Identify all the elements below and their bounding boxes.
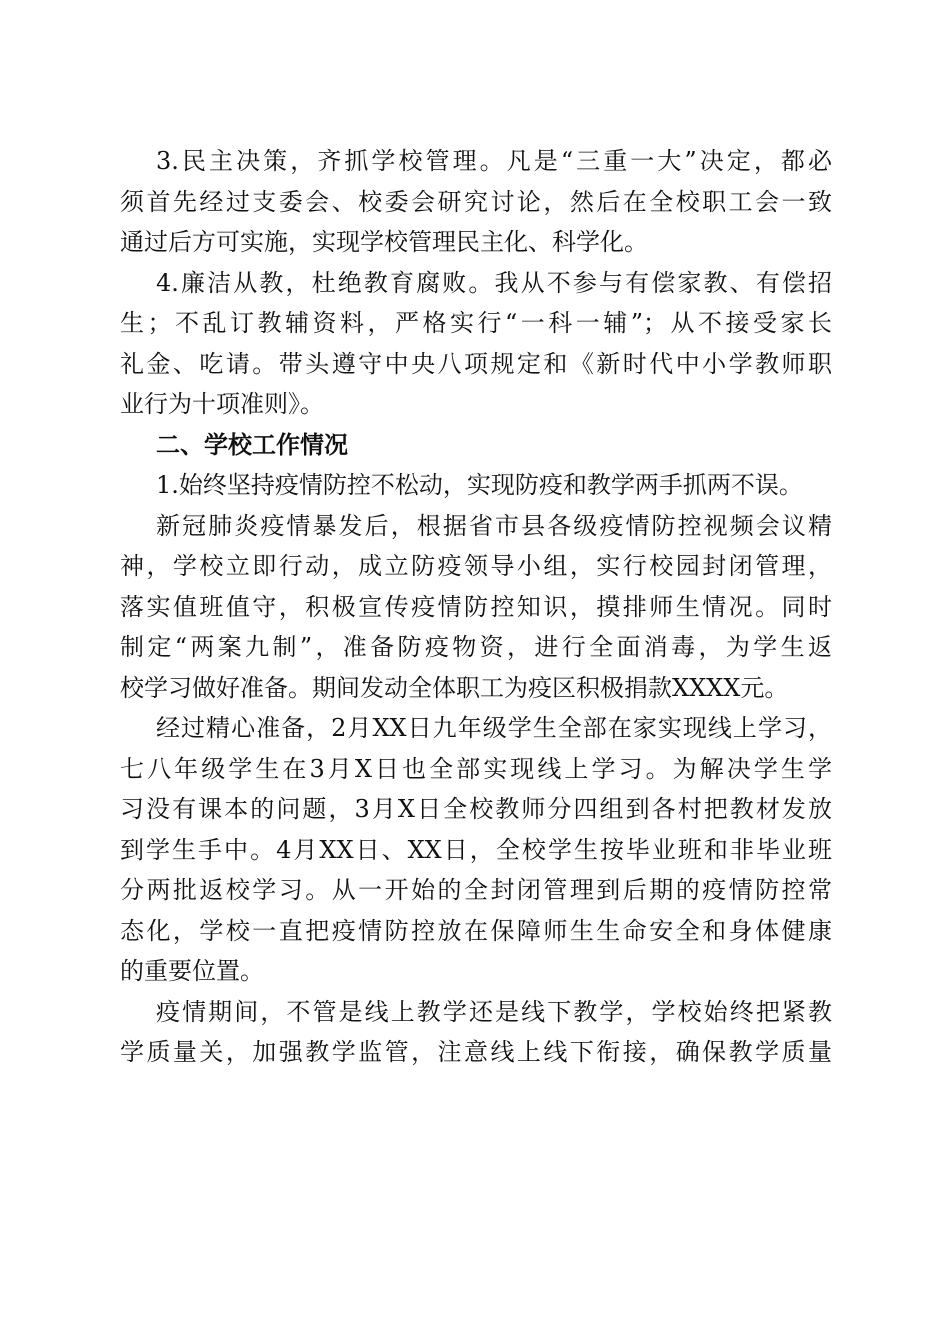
text-line: 1.始终坚持疫情防控不松动，实现防疫和教学两手抓两不误。: [156, 471, 803, 499]
text-line: 礼金、吃请。带头遵守中央八项规定和《新时代中小学教师职: [120, 349, 832, 378]
text-line: 七八年级学生在3月X日也全部实现线上学习。为解决学生学: [120, 754, 832, 783]
text-line: 的重要位置。: [120, 957, 264, 985]
text-line: 学质量关，加强教学监管，注意线上线下衔接，确保教学质量: [120, 1038, 832, 1066]
text-line: 新冠肺炎疫情暴发后，根据省市县各级疫情防控视频会议精: [156, 511, 832, 540]
text-line: 制定“两案九制”，准备防疫物资，进行全面消毒，为学生返: [120, 633, 832, 661]
text-line: 3.民主决策，齐抓学校管理。凡是“三重一大”决定，都必: [156, 147, 832, 175]
document-page: [120, 141, 832, 1073]
text-line: 业行为十项准则》。: [120, 390, 324, 418]
text-line: 生；不乱订教辅资料，严格实行“一科一辅”；从不接受家长: [120, 309, 832, 337]
text-line: 经过精心准备，2月XX日九年级学生全部在家实现线上学习，: [156, 714, 832, 742]
text-line: 通过后方可实施，实现学校管理民主化、科学化。: [120, 228, 648, 256]
section-heading: 二、学校工作情况: [156, 430, 348, 459]
text-line: 疫情期间，不管是线上教学还是线下教学，学校始终把紧教: [156, 997, 832, 1026]
text-line: 分两批返校学习。从一开始的全封闭管理到后期的疫情防控常: [120, 876, 832, 904]
text-line: 到学生手中。4月XX日、XX日，全校学生按毕业班和非毕业班: [120, 835, 832, 864]
text-line: 须首先经过支委会、校委会研究讨论，然后在全校职工会一致: [120, 187, 832, 216]
text-line: 落实值班值守，积极宣传疫情防控知识，摸排师生情况。同时: [120, 592, 832, 621]
text-line: 态化，学校一直把疫情防控放在保障师生生命安全和身体健康: [120, 916, 832, 945]
text-line: 神，学校立即行动，成立防疫领导小组，实行校园封闭管理，: [120, 552, 832, 580]
text-line: 4.廉洁从教，杜绝教育腐败。我从不参与有偿家教、有偿招: [156, 268, 832, 297]
text-line: 习没有课本的问题，3月X日全校教师分四组到各村把教材发放: [120, 795, 832, 823]
text-line: 校学习做好准备。期间发动全体职工为疫区积极捐款XXXX元。: [120, 673, 789, 702]
